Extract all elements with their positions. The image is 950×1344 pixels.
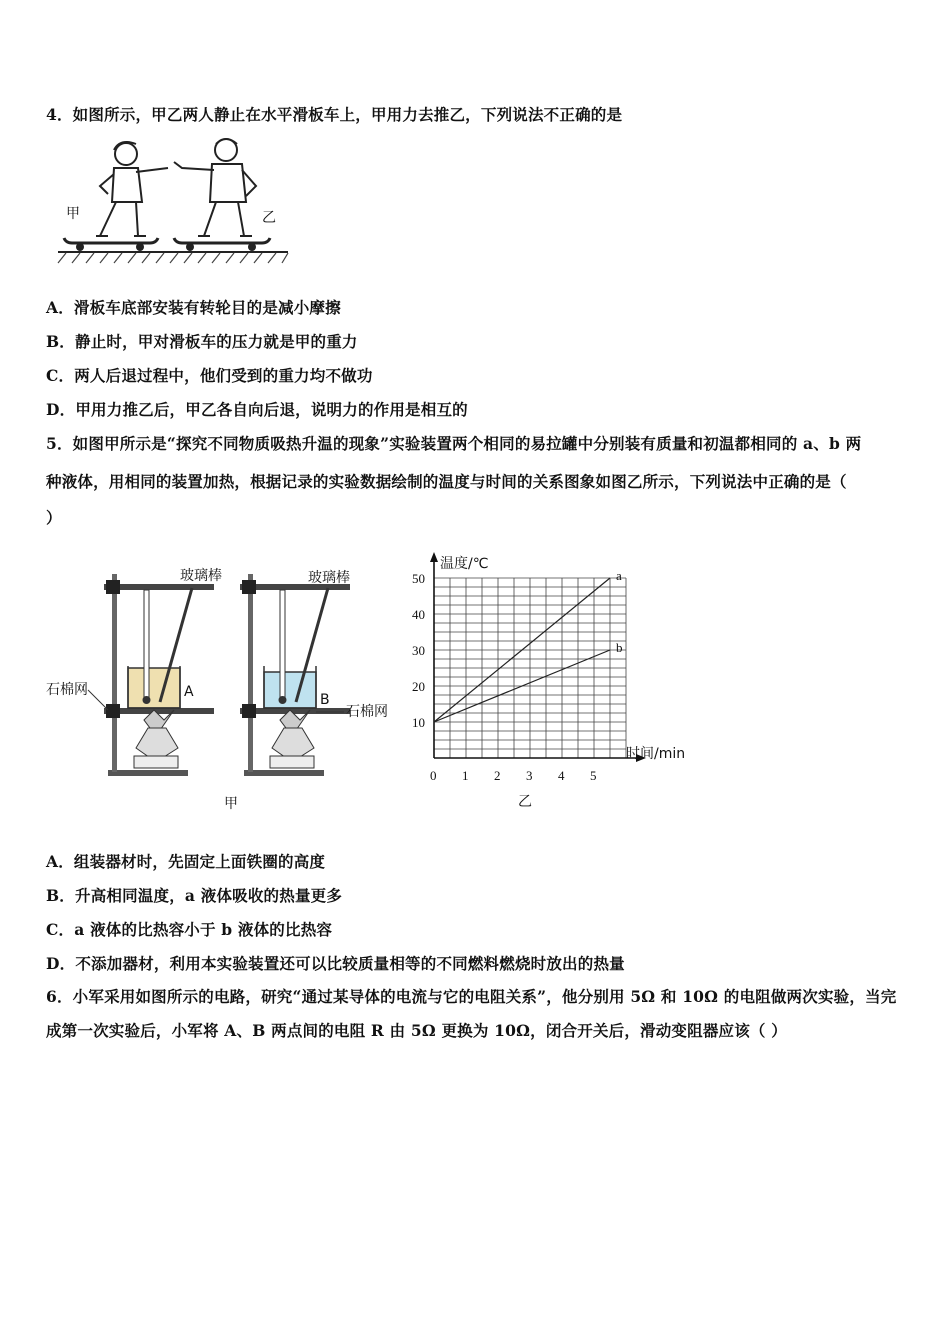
q5-option-b: B．升高相同温度，a 液体吸收的热量更多 [46, 886, 343, 905]
q5-stem-line1: 5．如图甲所示是“探究不同物质吸热升温的现象”实验装置两个相同的易拉罐中分别装有质量和初温都相同的 a、b 两 [46, 434, 862, 453]
x-axis-label: 时间/min [626, 746, 686, 762]
person-jia [96, 142, 168, 236]
series-label-b: b [616, 640, 623, 655]
y-tick-label: 40 [412, 607, 425, 622]
apparatus-figure [44, 560, 404, 820]
left-stand [104, 574, 214, 776]
right-skateboard [174, 238, 270, 251]
x-tick-label: 0 [430, 768, 437, 783]
chart-axes [430, 552, 646, 762]
q4-option-c: C．两人后退过程中，他们受到的重力均不做功 [46, 366, 373, 385]
x-tick-label: 2 [494, 768, 501, 783]
rod-label-1: 玻璃棒 [180, 568, 222, 584]
q4-stem: 4．如图所示，甲乙两人静止在水平滑板车上，甲用力去推乙，下列说法不正确的是 [46, 105, 623, 124]
person-yi [174, 139, 256, 236]
rod-label-2: 玻璃棒 [308, 570, 350, 586]
figure-yi-caption: 乙 [518, 794, 532, 810]
q5-option-d: D．不添加器材，利用本实验装置还可以比较质量相等的不同燃料燃烧时放出的热量 [46, 954, 625, 973]
temperature-time-chart [400, 548, 720, 816]
left-skateboard [64, 238, 158, 251]
y-tick-label: 20 [412, 679, 425, 694]
series-label-a: a [616, 568, 622, 583]
y-tick-label: 50 [412, 571, 425, 586]
beaker-b-label: B [320, 692, 330, 708]
chart-grid [434, 578, 626, 758]
q5-stem-line2: 种液体，用相同的装置加热，根据记录的实验数据绘制的温度与时间的关系图象如图乙所示，下列说法中正确的是（ [46, 472, 847, 491]
q6-stem: 6．小军采用如图所示的电路，研究“通过某导体的电流与它的电阻关系”，他分别用 5Ω 和 10Ω 的电阻做两次实验，当完成第一次实验后，小军将 A、B 两点间的电阻 R 由 5Ω 更换为 10Ω，闭合开关后，滑动变阻器应该（ ） [46, 987, 897, 1040]
x-tick-label: 1 [462, 768, 469, 783]
label-jia: 甲 [66, 206, 80, 222]
x-tick-label: 4 [558, 768, 565, 783]
q5-option-a: A．组装器材时，先固定上面铁圈的高度 [46, 852, 326, 871]
beaker-a-label: A [184, 684, 194, 700]
label-yi: 乙 [262, 210, 276, 226]
y-tick-label: 30 [412, 643, 425, 658]
y-axis-label: 温度/℃ [440, 556, 489, 572]
y-axis-arrow [430, 552, 438, 562]
mesh-label-2: 石棉网 [346, 704, 388, 720]
x-tick-label: 5 [590, 768, 597, 783]
x-tick-label: 3 [526, 768, 533, 783]
figure-jia-caption: 甲 [224, 796, 238, 812]
q4-option-d: D．甲用力推乙后，甲乙各自向后退，说明力的作用是相互的 [46, 400, 468, 419]
y-tick-label: 10 [412, 715, 425, 730]
q5-stem-line3: ） [46, 508, 62, 527]
mesh-label-1: 石棉网 [46, 682, 88, 698]
q4-option-b: B．静止时，甲对滑板车的压力就是甲的重力 [46, 332, 358, 351]
skateboard-figure [56, 132, 296, 264]
right-stand [240, 574, 350, 776]
q5-option-c: C．a 液体的比热容小于 b 液体的比热容 [46, 920, 333, 939]
q4-option-a: A．滑板车底部安装有转轮目的是减小摩擦 [46, 298, 341, 317]
